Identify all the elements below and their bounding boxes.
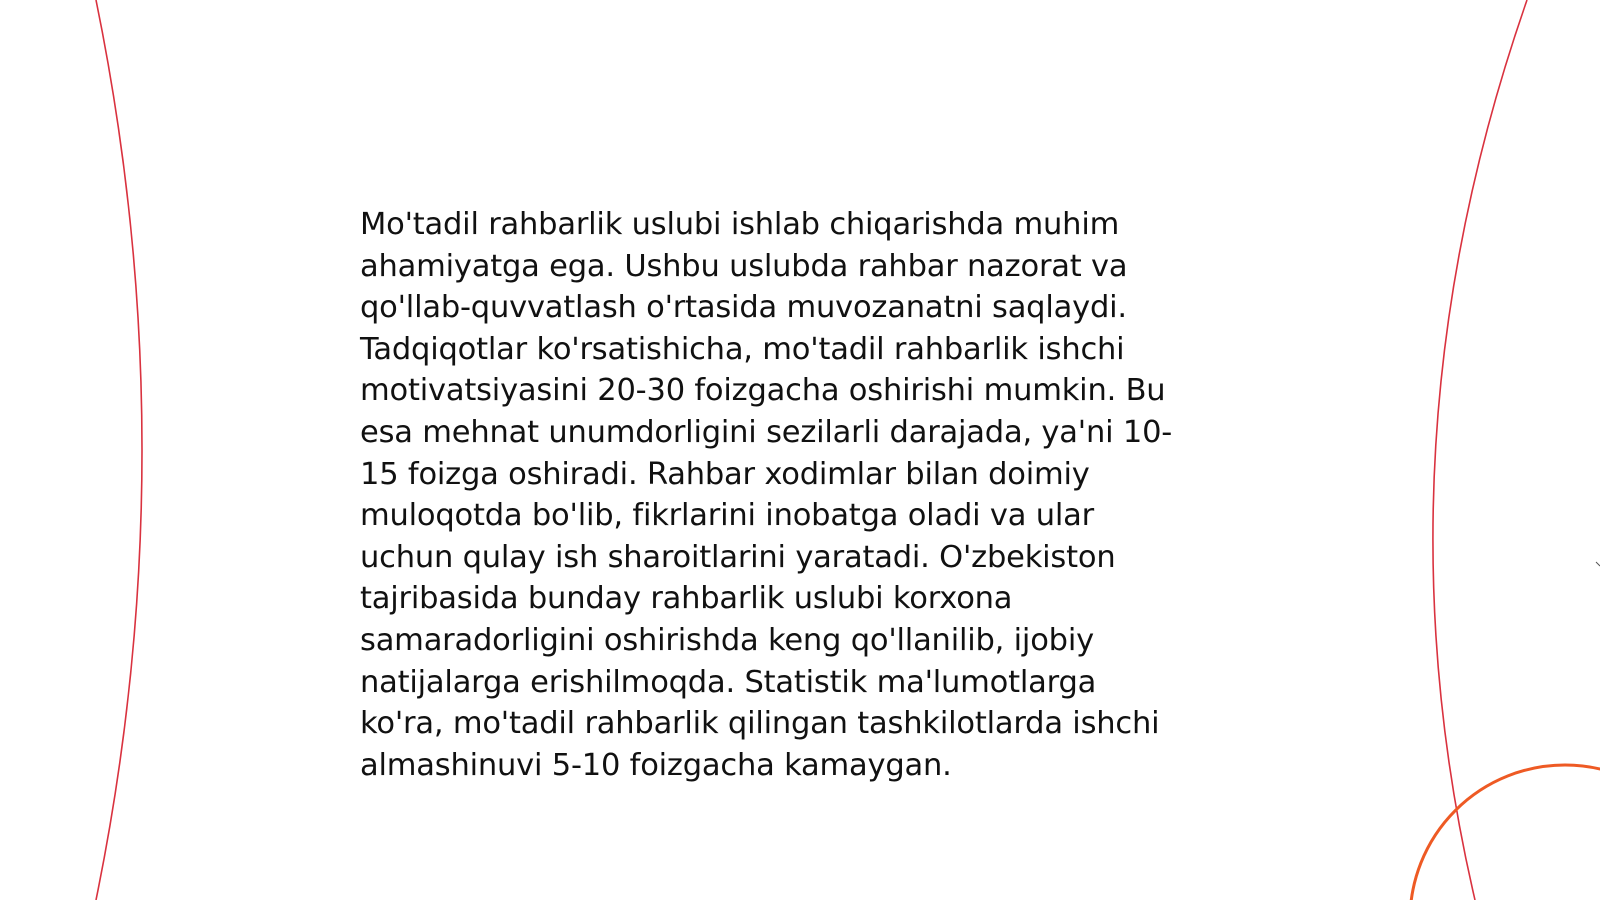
paragraph-line: esa mehnat unumdorligini sezilarli darajada, ya'ni 10- — [360, 414, 1173, 450]
paragraph-line: samaradorligini oshirishda keng qo'llanilib, ijobiy — [360, 622, 1094, 658]
left-curve-line — [96, 0, 142, 900]
paragraph-line: motivatsiyasini 20-30 foizgacha oshirishi mumkin. Bu — [360, 373, 1166, 409]
paragraph-line: Mo'tadil rahbarlik uslubi ishlab chiqarishda muhim — [360, 207, 1120, 242]
paragraph-line: almashinuvi 5-10 foizgacha kamaygan. — [360, 747, 952, 783]
paragraph-line: ko'ra, mo'tadil rahbarlik qilingan tashkilotlarda ishchi — [360, 706, 1160, 742]
paragraph-line: tajribasida bunday rahbarlik uslubi korxona — [360, 581, 1013, 617]
paragraph-line: muloqotda bo'lib, fikrlarini inobatga oladi va ular — [360, 498, 1094, 534]
right-curve-line — [1433, 0, 1527, 900]
paragraph-line: qo'llab-quvvatlash o'rtasida muvozanatni saqlaydi. — [360, 290, 1127, 326]
paragraph-line: natijalarga erishilmoqda. Statistik ma'lumotlarga — [360, 664, 1097, 700]
paragraph-line: uchun qulay ish sharoitlarini yaratadi. O'zbekiston — [360, 539, 1116, 575]
body-paragraph — [360, 204, 1240, 786]
paragraph-line: 15 foizga oshiradi. Rahbar xodimlar bilan doimiy — [360, 456, 1090, 492]
paragraph-line: ahamiyatga ega. Ushbu uslubda rahbar nazorat va — [360, 248, 1128, 284]
paragraph-line: Tadqiqotlar ko'rsatishicha, mo'tadil rahbarlik ishchi — [360, 331, 1125, 367]
small-tick-mark — [1596, 562, 1600, 566]
accent-circle — [1410, 765, 1600, 900]
